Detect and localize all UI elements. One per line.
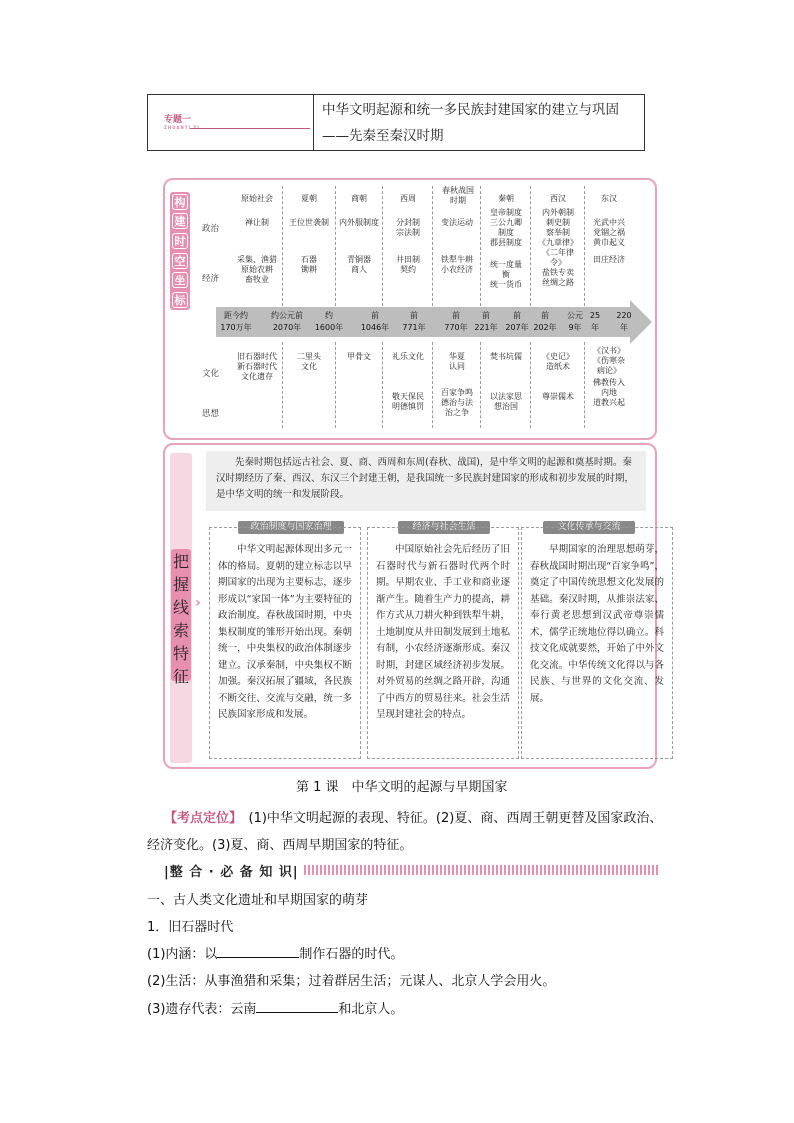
features-side-char-0: 把 xyxy=(172,552,189,571)
item1-pre: (1)内涵：以 xyxy=(147,947,218,962)
era-2: 商朝 xyxy=(351,194,367,203)
tick-top-6: 前 xyxy=(482,311,490,320)
politics-cell-2: 内外服制度 xyxy=(339,218,379,227)
topic-badge: 专题一 ZHUANTI YI xyxy=(164,115,200,130)
tick-bottom-11: 年 xyxy=(620,323,628,332)
features-side-char-4: 特 xyxy=(172,644,189,663)
politics-cell-5: 皇帝制度 三公九卿 制度 郡县制度 xyxy=(490,208,522,247)
features-side-char-3: 索 xyxy=(172,621,189,640)
tick-bottom-0: 170万年 xyxy=(220,323,252,332)
thought-cell-3: 敬天保民 明德慎罚 xyxy=(392,392,424,411)
politics-cell-7: 光武中兴 党锢之祸 黄巾起义 xyxy=(593,218,625,247)
tick-top-9: 公元 xyxy=(567,311,583,320)
row-label-politics: 政治 xyxy=(202,224,220,234)
politics-cell-3: 分封制 宗法制 xyxy=(396,218,420,237)
timeline-side-char-3: 空 xyxy=(172,253,188,269)
timeline-side-label xyxy=(170,192,190,310)
economy-cell-3: 井田制 契约 xyxy=(396,255,420,274)
economy-cell-0: 采集、渔猎 原始农耕 畜牧业 xyxy=(237,255,277,284)
tick-top-1: 约公元前 xyxy=(271,311,303,320)
tick-bottom-4: 771年 xyxy=(402,323,426,332)
era-3: 西周 xyxy=(400,194,416,203)
tick-bottom-7: 207年 xyxy=(505,323,529,332)
section-bar xyxy=(164,861,658,879)
col-head-politics: 政治制度与国家治理 xyxy=(238,521,344,534)
chevron-right-icon: › xyxy=(195,595,201,611)
thought-cell-4: 百家争鸣 德治与法 治之争 xyxy=(441,388,473,417)
tick-top-7: 前 xyxy=(513,311,521,320)
section1-heading: 一、古人类文化遗址和早期国家的萌芽 xyxy=(147,893,369,908)
tick-bottom-3: 1046年 xyxy=(360,323,390,332)
tick-bottom-10: 年 xyxy=(591,323,599,332)
tick-top-10: 25 xyxy=(589,311,601,320)
tick-top-11: 220 xyxy=(616,311,632,320)
thought-cell-7: 佛教传入 内地 道教兴起 xyxy=(593,378,625,407)
culture-cell-2: 甲骨文 xyxy=(347,352,371,361)
politics-cell-1: 王位世袭制 xyxy=(289,218,329,227)
culture-cell-0: 旧石器时代 新石器时代 文化遗存 xyxy=(237,352,277,381)
culture-cell-3: 礼乐文化 xyxy=(392,352,424,361)
row-label-economy: 经济 xyxy=(202,274,220,284)
thought-cell-5: 以法家思 想治国 xyxy=(490,392,522,411)
timeline-side-char-0: 构 xyxy=(172,194,188,210)
era-4: 春秋战国时期 xyxy=(442,186,474,205)
timeline-side-char-1: 建 xyxy=(172,213,188,229)
tick-bottom-2: 1600年 xyxy=(314,323,344,332)
col-head-culture: 文化传承与交流 xyxy=(543,521,635,534)
economy-cell-4: 铁犁牛耕 小农经济 xyxy=(441,255,473,274)
economy-cell-1: 石器 锄耕 xyxy=(301,255,317,274)
blank-field-1[interactable] xyxy=(217,945,299,958)
era-0: 原始社会 xyxy=(241,194,273,203)
economy-cell-7: 田庄经济 xyxy=(593,255,625,264)
politics-cell-0: 禅让制 xyxy=(245,218,269,227)
era-7: 东汉 xyxy=(601,194,617,203)
timeline-side-char-2: 时 xyxy=(172,233,188,249)
timeline-arrowhead xyxy=(630,300,652,344)
tick-bottom-6: 221年 xyxy=(474,323,498,332)
col-text-economy: 中国原始社会先后经历了旧石器时代与新石器时代两个时期。早期农业、手工业和商业逐渐产生。随着生产力的提高，耕作方式从刀耕火种到铁犁牛耕，土地制度从井田制发展到土地私有制，小农经济逐渐形成。秦汉时期，封建区域经济初步发展。对外贸易的丝绸之路开辟，沟通了中西方的贸易往来。社会生活呈现封建社会的特点。 xyxy=(367,527,519,759)
politics-cell-6: 内外朝制 刺史制 察举制 xyxy=(542,208,574,237)
culture-cell-1: 二里头 文化 xyxy=(297,352,321,371)
col-text-culture: 早期国家的治理思想萌芽，春秋战国时期出现“百家争鸣”，奠定了中国传统思想文化发展的基础。秦汉时期，从推崇法家、奉行黄老思想到汉武帝尊崇儒术，儒学正统地位得以确立。科技文化成就要然，开始了中外文化交流。中华传统文化得以与各民族、与世界的文化交流、发展。 xyxy=(521,527,673,759)
economy-cell-6: 《九章律》 《二年律 令》 盐铁专卖 丝绸之路 xyxy=(538,238,578,287)
item1-post: 制作石器的时代。 xyxy=(299,947,404,962)
item3-pre: (3)遗存代表：云南 xyxy=(147,1002,257,1017)
tick-top-0: 距今约 xyxy=(224,311,248,320)
features-side-label xyxy=(171,549,191,686)
tick-bottom-8: 202年 xyxy=(533,323,557,332)
features-side-char-1: 握 xyxy=(172,575,189,594)
col-head-economy: 经济与社会生活 xyxy=(398,521,490,534)
culture-cell-5: 焚书坑儒 xyxy=(490,352,522,361)
tick-bottom-9: 9年 xyxy=(568,323,582,332)
exam-points-line2: 经济变化。(3)夏、商、西周早期国家的特征。 xyxy=(147,838,413,853)
blank-field-2[interactable] xyxy=(256,1000,338,1013)
economy-cell-5: 统一度量 衡 统一货币 xyxy=(490,260,522,289)
badge-underline xyxy=(190,128,310,129)
culture-cell-7: 《汉书》 《伤寒杂 病论》 xyxy=(593,346,625,375)
tick-top-5: 前 xyxy=(452,311,460,320)
features-side-char-2: 线 xyxy=(172,598,189,617)
sub1-heading: 1．旧石器时代 xyxy=(147,920,234,935)
economy-cell-2: 青铜器 商人 xyxy=(347,255,371,274)
features-side-char-5: 征 xyxy=(172,667,189,686)
era-1: 夏朝 xyxy=(301,194,317,203)
tick-top-3: 前 xyxy=(371,311,379,320)
era-6: 西汉 xyxy=(550,194,566,203)
culture-cell-4: 华夏 认同 xyxy=(449,352,465,371)
era-5: 秦朝 xyxy=(498,194,514,203)
chapter-title-line1: 中华文明起源和统一多民族封建国家的建立与巩固 xyxy=(322,102,619,118)
item2: (2)生活：从事渔猎和采集；过着群居生活；元谋人、北京人学会用火。 xyxy=(147,974,556,989)
exam-points-label: 【考点定位】 xyxy=(164,811,236,826)
politics-cell-4: 变法运动 xyxy=(441,218,473,227)
lesson-title: 第 1 课 中华文明的起源与早期国家 xyxy=(296,780,508,795)
timeline-side-char-4: 坐 xyxy=(172,272,188,288)
item3-post: 和北京人。 xyxy=(338,1002,404,1017)
culture-cell-6: 《史记》 造纸术 xyxy=(542,352,574,371)
timeline-side-char-5: 标 xyxy=(172,292,188,308)
tick-bottom-1: 2070年 xyxy=(272,323,302,332)
row-label-thought: 思想 xyxy=(202,409,220,419)
col-text-politics: 中华文明起源体现出多元一体的格局。夏朝的建立标志以早期国家的出现为主要标志，逐步形成以“家国一体”为主要特征的政治制度。春秋战国时期，中央集权制度的雏形开始出现。秦朝统一，中央集权的政治体制逐步建立。汉承秦制，中央集权不断加强。秦汉拓展了疆域，各民族不断交往、交流与交融，统一多民族国家形成和发展。 xyxy=(209,527,361,759)
exam-points-line1: (1)中华文明起源的表现、特征。(2)夏、商、西周王朝更替及国家政治、 xyxy=(235,811,663,826)
chapter-title-line2: ——先秦至秦汉时期 xyxy=(322,128,444,144)
tick-top-8: 前 xyxy=(541,311,549,320)
section-bar-label: |整 合 · 必 备 知 识| xyxy=(164,865,299,880)
chapter-header xyxy=(147,94,645,151)
tick-bottom-5: 770年 xyxy=(444,323,468,332)
thought-cell-6: 尊崇儒术 xyxy=(542,392,574,401)
tick-top-2: 约 xyxy=(325,311,333,320)
row-label-culture: 文化 xyxy=(202,369,220,379)
features-intro: 先秦时期包括远古社会、夏、商、西周和东周(春秋、战国)，是中华文明的起源和奠基时期。秦汉时期经历了秦、西汉、东汉三个封建王朝，是我国统一多民族封建国家的形成和初步发展的时期，是中华文明的统一和发展阶段。 xyxy=(206,451,646,511)
tick-top-4: 前 xyxy=(410,311,418,320)
